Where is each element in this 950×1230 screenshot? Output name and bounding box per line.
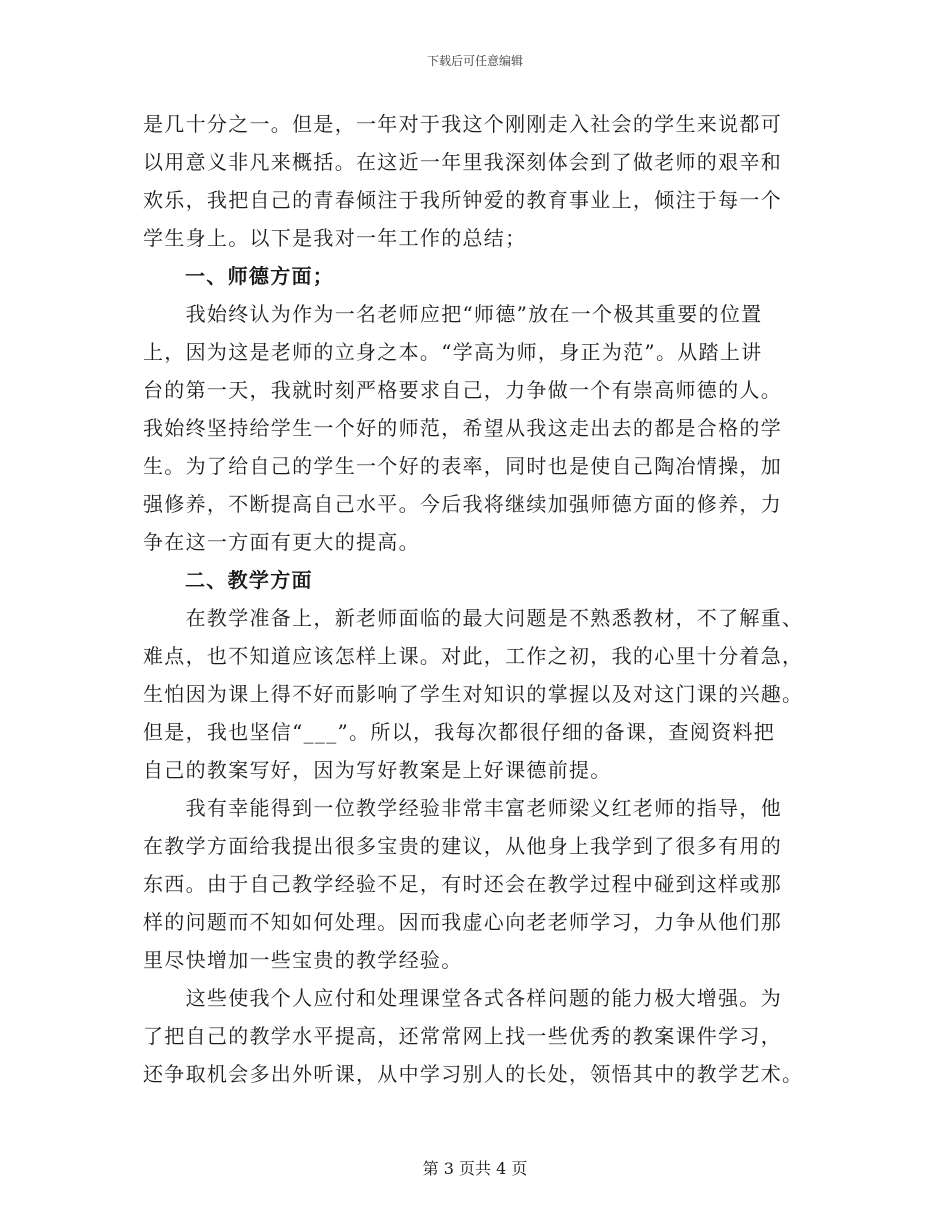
body-line: 欢乐，我把自己的青春倾注于我所钟爱的教育事业上，倾注于每一个 <box>143 188 782 212</box>
body-line: 是几十分之一。但是，一年对于我这个刚刚走入社会的学生来说都可 <box>143 112 782 136</box>
body-line: 台的第一天，我就时刻严格要求自己，力争做一个有崇高师德的人。 <box>143 378 782 402</box>
section-heading-teaching: 二、教学方面 <box>185 568 313 592</box>
body-line: 学生身上。以下是我对一年工作的总结； <box>143 226 527 250</box>
body-line: 在教学准备上，新老师面临的最大问题是不熟悉教材，不了解重、 <box>143 606 804 630</box>
page-header: 下载后可任意编辑 <box>426 54 523 68</box>
body-line: 东西。由于自己教学经验不足，有时还会在教学过程中碰到这样或那 <box>143 872 782 896</box>
body-line: 我始终坚持给学生一个好的师范，希望从我这走出去的都是合格的学 <box>143 416 782 440</box>
body-line: 生。为了给自己的学生一个好的表率，同时也是使自己陶冶情操，加 <box>143 454 782 478</box>
document-body <box>143 105 811 1093</box>
body-line: 强修养，不断提高自己水平。今后我将继续加强师德方面的修养，力 <box>143 492 782 516</box>
body-line: 还争取机会多出外听课，从中学习别人的长处，领悟其中的教学艺术。 <box>143 1062 804 1086</box>
body-line: 以用意义非凡来概括。在这近一年里我深刻体会到了做老师的艰辛和 <box>143 150 782 174</box>
body-line: 样的问题而不知如何处理。因而我虚心向老老师学习，力争从他们那 <box>143 910 782 934</box>
body-line: 我始终认为作为一名老师应把“师德”放在一个极其重要的位置 <box>143 302 763 326</box>
section-heading-ethics: 一、师德方面； <box>185 264 335 288</box>
body-line: 但是，我也坚信“___”。所以，我每次都很仔细的备课，查阅资料把 <box>143 720 776 744</box>
body-line: 我有幸能得到一位教学经验非常丰富老师梁义红老师的指导，他 <box>143 796 782 820</box>
body-line: 在教学方面给我提出很多宝贵的建议，从他身上我学到了很多有用的 <box>143 834 782 858</box>
body-line: 里尽快增加一些宝贵的教学经验。 <box>143 948 463 972</box>
body-line: 上，因为这是老师的立身之本。“学高为师，身正为范”。从踏上讲 <box>143 340 763 364</box>
body-line: 这些使我个人应付和处理课堂各式各样问题的能力极大增强。为 <box>143 986 782 1010</box>
body-line: 生怕因为课上得不好而影响了学生对知识的掌握以及对这门课的兴趣。 <box>143 682 804 706</box>
body-line: 争在这一方面有更大的提高。 <box>143 530 420 554</box>
body-line: 了把自己的教学水平提高，还常常网上找一些优秀的教案课件学习， <box>143 1024 782 1048</box>
body-line: 难点，也不知道应该怎样上课。对此，工作之初，我的心里十分着急， <box>143 644 804 668</box>
page-footer: 第 3 页共 4 页 <box>422 1159 528 1178</box>
body-line: 自己的教案写好，因为写好教案是上好课德前提。 <box>143 758 612 782</box>
